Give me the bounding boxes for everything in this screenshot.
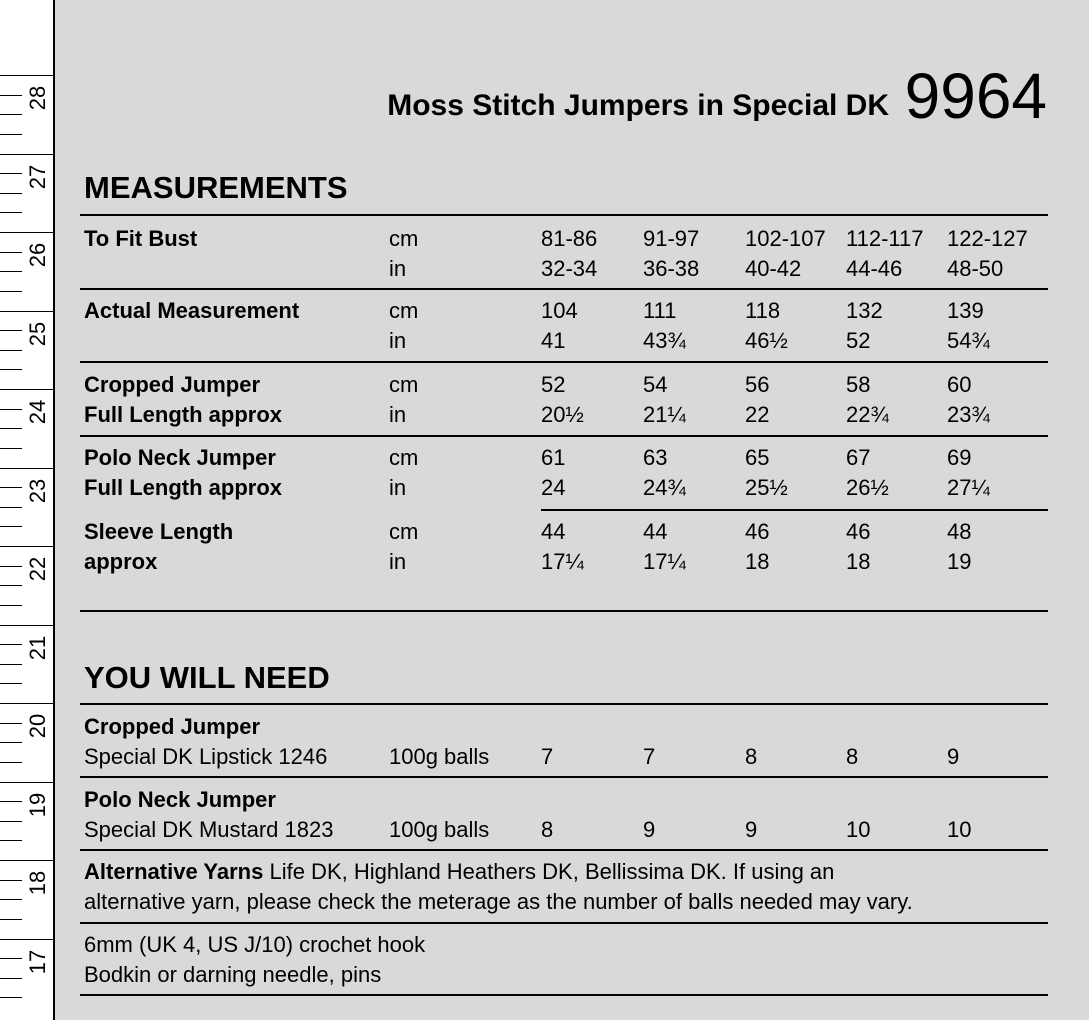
- ruler-number: 27: [25, 164, 50, 189]
- yarn-name: Special DK Mustard 1823: [84, 817, 334, 842]
- measurement-value: 48-50: [947, 256, 1004, 281]
- measurement-value: 46½: [745, 328, 788, 353]
- alternative-yarns-note: alternative yarn, please check the meterage as the number of balls needed may vary.: [84, 889, 913, 914]
- unit-label: cm: [389, 519, 419, 544]
- measurement-label: Cropped Jumper: [84, 372, 261, 397]
- measurement-value: 81-86: [541, 226, 598, 251]
- measurement-value: 46: [745, 519, 770, 544]
- measurement-row-rule: [541, 509, 1048, 511]
- measurement-value: 18: [745, 549, 770, 574]
- yarn-ball-count: 8: [541, 817, 554, 842]
- ruler-number: 23: [25, 478, 50, 503]
- measurement-value: 54: [643, 372, 668, 397]
- alternative-yarns-label: Alternative Yarns: [84, 859, 264, 884]
- yarn-ball-count: 8: [846, 744, 859, 769]
- measurement-value: 52: [541, 372, 566, 397]
- you-will-need-top-rule: [80, 703, 1048, 705]
- yarn-ball-count: 8: [745, 744, 758, 769]
- yarn-row-rule: [80, 849, 1048, 851]
- ruler-number: 20: [25, 713, 50, 739]
- unit-label: cm: [389, 298, 419, 323]
- measurement-value: 122-127: [947, 226, 1028, 251]
- pattern-title: Moss Stitch Jumpers in Special DK: [387, 89, 889, 122]
- measurement-value: 19: [947, 549, 972, 574]
- ruler-number: 19: [25, 792, 50, 817]
- measurement-value: 20½: [541, 402, 584, 427]
- pattern-number: 9964: [904, 60, 1047, 132]
- ruler-number: 21: [25, 635, 50, 660]
- measurement-value: 44: [541, 519, 566, 544]
- measurement-value: 58: [846, 372, 871, 397]
- measurement-value: 44: [643, 519, 668, 544]
- yarn-ball-count: 9: [745, 817, 758, 842]
- measurement-value: 118: [745, 298, 781, 323]
- measurement-row-rule: [80, 288, 1048, 290]
- yarn-ball-count: 10: [846, 817, 871, 842]
- measurement-value: 27¼: [947, 475, 990, 500]
- measurement-value: 23¾: [947, 402, 990, 427]
- measurement-value: 60: [947, 372, 972, 397]
- yarn-ball-count: 7: [643, 744, 656, 769]
- measurement-value: 63: [643, 445, 668, 470]
- yarn-row-rule: [80, 776, 1048, 778]
- measurement-value: 61: [541, 445, 566, 470]
- measurement-value: 46: [846, 519, 871, 544]
- alternative-yarns-line: [84, 857, 834, 887]
- measurement-value: 32-34: [541, 256, 598, 281]
- ruler-number: 25: [25, 321, 50, 346]
- yarn-ball-count: 9: [643, 817, 656, 842]
- unit-label: in: [389, 549, 407, 574]
- ruler-number: 18: [25, 870, 50, 896]
- measurement-label: approx: [84, 549, 158, 574]
- yarn-garment-name: Cropped Jumper: [84, 714, 261, 739]
- measurement-value: 56: [745, 372, 770, 397]
- measurement-label: To Fit Bust: [84, 226, 198, 251]
- measurement-value: 104: [541, 298, 578, 323]
- alternative-yarns-text: Life DK, Highland Heathers DK, Bellissima DK. If using an: [263, 859, 835, 884]
- measurements-top-rule: [80, 214, 1048, 216]
- measurement-value: 52: [846, 328, 871, 353]
- measurement-label: Full Length approx: [84, 475, 282, 500]
- measurement-value: 48: [947, 519, 972, 544]
- measurement-value: 17¼: [541, 549, 584, 574]
- ruler-number: 26: [25, 242, 50, 268]
- measurement-label: Polo Neck Jumper: [84, 445, 276, 470]
- measurement-value: 40-42: [745, 256, 802, 281]
- ruler-number: 17: [25, 949, 50, 974]
- measurement-value: 54¾: [947, 328, 990, 353]
- yarn-unit: 100g balls: [389, 744, 490, 769]
- extra-item: 6mm (UK 4, US J/10) crochet hook: [84, 932, 426, 957]
- unit-label: cm: [389, 226, 419, 251]
- measurement-value: 69: [947, 445, 972, 470]
- measurement-value: 102-107: [745, 226, 826, 251]
- ruler-number: 28: [25, 85, 50, 111]
- measurements-heading: MEASUREMENTS: [84, 170, 348, 205]
- measurement-value: 22: [745, 402, 770, 427]
- measurement-label: Actual Measurement: [84, 298, 300, 323]
- yarn-ball-count: 10: [947, 817, 972, 842]
- unit-label: in: [389, 328, 407, 353]
- extras-bottom-rule: [80, 994, 1048, 996]
- unit-label: cm: [389, 372, 419, 397]
- measurements-bottom-rule: [80, 610, 1048, 612]
- measurement-value: 139: [947, 298, 984, 323]
- unit-label: in: [389, 402, 407, 427]
- yarn-garment-name: Polo Neck Jumper: [84, 787, 276, 812]
- measurement-value: 36-38: [643, 256, 700, 281]
- you-will-need-heading: YOU WILL NEED: [84, 660, 330, 695]
- measurement-value: 91-97: [643, 226, 700, 251]
- measurement-value: 44-46: [846, 256, 903, 281]
- measurement-value: 25½: [745, 475, 788, 500]
- measurement-value: 17¼: [643, 549, 686, 574]
- measurement-value: 111: [643, 298, 677, 323]
- measurement-value: 24: [541, 475, 566, 500]
- unit-label: in: [389, 256, 407, 281]
- measurement-value: 65: [745, 445, 770, 470]
- measurement-row-rule: [80, 435, 1048, 437]
- alternative-yarns-rule: [80, 922, 1048, 924]
- yarn-name: Special DK Lipstick 1246: [84, 744, 328, 769]
- measurement-value: 67: [846, 445, 871, 470]
- measurement-value: 43¾: [643, 328, 686, 353]
- yarn-ball-count: 9: [947, 744, 960, 769]
- measurement-value: 41: [541, 328, 566, 353]
- measurement-value: 26½: [846, 475, 889, 500]
- measurement-value: 22¾: [846, 402, 889, 427]
- measurement-label: Full Length approx: [84, 402, 282, 427]
- measurement-value: 132: [846, 298, 883, 323]
- yarn-ball-count: 7: [541, 744, 554, 769]
- yarn-unit: 100g balls: [389, 817, 490, 842]
- measurement-value: 112-117: [846, 226, 924, 251]
- ruler-number: 22: [25, 556, 50, 582]
- measurement-label: Sleeve Length: [84, 519, 234, 544]
- ruler-number: 24: [25, 399, 50, 425]
- measurement-row-rule: [80, 361, 1048, 363]
- unit-label: cm: [389, 445, 419, 470]
- extra-item: Bodkin or darning needle, pins: [84, 962, 382, 987]
- unit-label: in: [389, 475, 407, 500]
- measurement-value: 18: [846, 549, 871, 574]
- measurement-value: 24¾: [643, 475, 686, 500]
- measurement-value: 21¼: [643, 402, 686, 427]
